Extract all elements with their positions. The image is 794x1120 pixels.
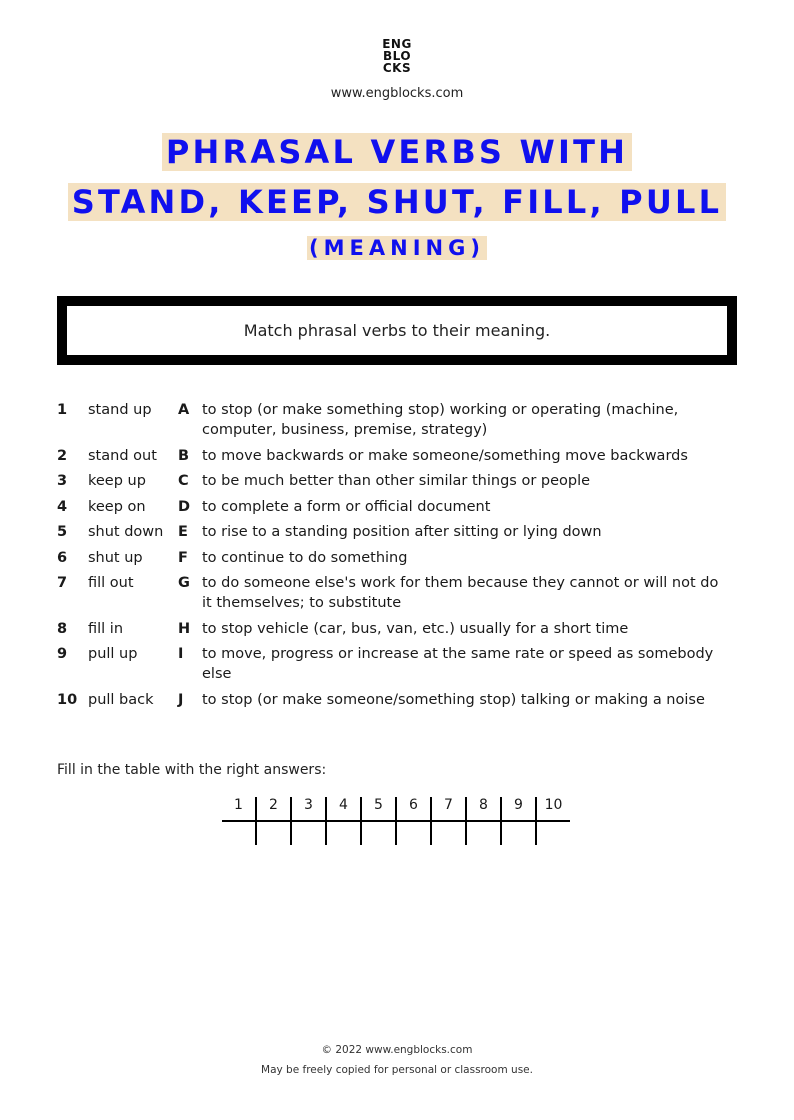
item-number: 2 (57, 447, 68, 464)
title-text-2: STAND, KEEP, SHUT, FILL, PULL (68, 183, 726, 221)
item-number: 7 (57, 575, 68, 591)
answer-column-number: 5 (361, 797, 396, 821)
meaning-letter: J (178, 691, 184, 708)
meaning-text: to continue to do something (202, 549, 408, 566)
list-item (57, 690, 747, 710)
answer-cell[interactable] (431, 821, 466, 845)
phrasal-verb: keep on (88, 498, 146, 515)
answer-column-number: 4 (326, 797, 361, 821)
answer-cell[interactable] (501, 821, 536, 845)
phrasal-verb: keep up (88, 473, 146, 489)
list-item (57, 522, 747, 542)
answer-cell[interactable] (291, 821, 326, 845)
item-number: 5 (57, 524, 68, 540)
answer-column-number: 7 (431, 797, 466, 821)
meaning-letter: D (178, 498, 191, 515)
logo-line-2: BLO (382, 49, 412, 63)
logo-line-3: CKS (382, 61, 412, 75)
answer-cell[interactable] (466, 821, 501, 845)
footer-license: May be freely copied for personal or classroom use. (261, 1064, 533, 1076)
phrasal-verb: pull up (88, 646, 138, 662)
meaning-letter: H (178, 620, 191, 637)
phrasal-verb: shut up (88, 549, 143, 566)
instruction-text: Match phrasal verbs to their meaning. (243, 321, 551, 340)
phrasal-verb: stand out (88, 447, 157, 464)
answer-column-number: 2 (256, 797, 291, 821)
meaning-text: to stop (or make something stop) working or operating (machine, computer, business, premise, strategy) (202, 402, 679, 438)
answer-cell[interactable] (256, 821, 291, 845)
answer-table (222, 797, 570, 845)
meaning-letter: C (178, 473, 189, 489)
answer-table-instruction: Fill in the table with the right answers: (57, 762, 327, 778)
meaning-text: to stop (or make someone/something stop) talking or making a noise (202, 691, 705, 708)
item-number: 10 (57, 691, 78, 708)
phrasal-verb: fill in (88, 620, 124, 637)
title-line-1 (0, 130, 794, 174)
phrasal-verb: shut down (88, 524, 164, 540)
item-number: 8 (57, 620, 68, 637)
phrasal-verb: fill out (88, 575, 134, 591)
answer-cell[interactable] (536, 821, 570, 845)
item-number: 4 (57, 498, 68, 515)
answer-table-blank-row (222, 821, 570, 845)
site-url: www.engblocks.com (330, 86, 464, 101)
answer-column-number: 6 (396, 797, 431, 821)
answer-cell[interactable] (396, 821, 431, 845)
meaning-text: to be much better than other similar things or people (202, 473, 591, 489)
list-item (57, 644, 747, 684)
meaning-text: to move backwards or make someone/something move backwards (202, 447, 688, 464)
engblocks-logo (0, 38, 794, 74)
item-number: 1 (57, 402, 68, 418)
answer-cell[interactable] (222, 821, 256, 845)
meaning-text: to stop vehicle (car, bus, van, etc.) usually for a short time (202, 620, 629, 637)
title-text-1: PHRASAL VERBS WITH (162, 133, 632, 171)
meaning-letter: G (178, 575, 190, 591)
logo-line-1: ENG (382, 37, 412, 51)
title-text-3: (MEANING) (309, 236, 485, 260)
list-item (57, 497, 747, 517)
item-number: 9 (57, 646, 68, 662)
phrasal-verb: pull back (88, 691, 154, 708)
meaning-text: to rise to a standing position after sitting or lying down (202, 524, 602, 540)
answer-column-number: 10 (536, 797, 570, 821)
list-item (57, 446, 747, 466)
answer-table-header-row (222, 797, 570, 821)
matching-list (57, 400, 747, 715)
answer-column-number: 8 (466, 797, 501, 821)
meaning-letter: B (178, 447, 190, 464)
title-line-2 (0, 180, 794, 224)
title-line-3 (0, 233, 794, 263)
answer-column-number: 3 (291, 797, 326, 821)
meaning-text: to do someone else's work for them because they cannot or will not do it themselves; to substitute (202, 575, 719, 611)
answer-cell[interactable] (326, 821, 361, 845)
meaning-text: to move, progress or increase at the same rate or speed as somebody else (202, 646, 714, 682)
list-item (57, 573, 747, 613)
meaning-letter: A (178, 402, 190, 418)
list-item (57, 548, 747, 568)
meaning-letter: F (178, 549, 188, 566)
phrasal-verb: stand up (88, 402, 152, 418)
instruction-box (57, 296, 737, 365)
meaning-letter: E (178, 524, 188, 540)
list-item (57, 471, 747, 491)
meaning-letter: I (178, 646, 184, 662)
item-number: 6 (57, 549, 68, 566)
meaning-text: to complete a form or official document (202, 498, 491, 515)
list-item (57, 619, 747, 639)
item-number: 3 (57, 473, 68, 489)
footer-copyright: © 2022 www.engblocks.com (321, 1044, 473, 1056)
answer-cell[interactable] (361, 821, 396, 845)
list-item (57, 400, 747, 440)
answer-column-number: 1 (222, 797, 256, 821)
answer-column-number: 9 (501, 797, 536, 821)
